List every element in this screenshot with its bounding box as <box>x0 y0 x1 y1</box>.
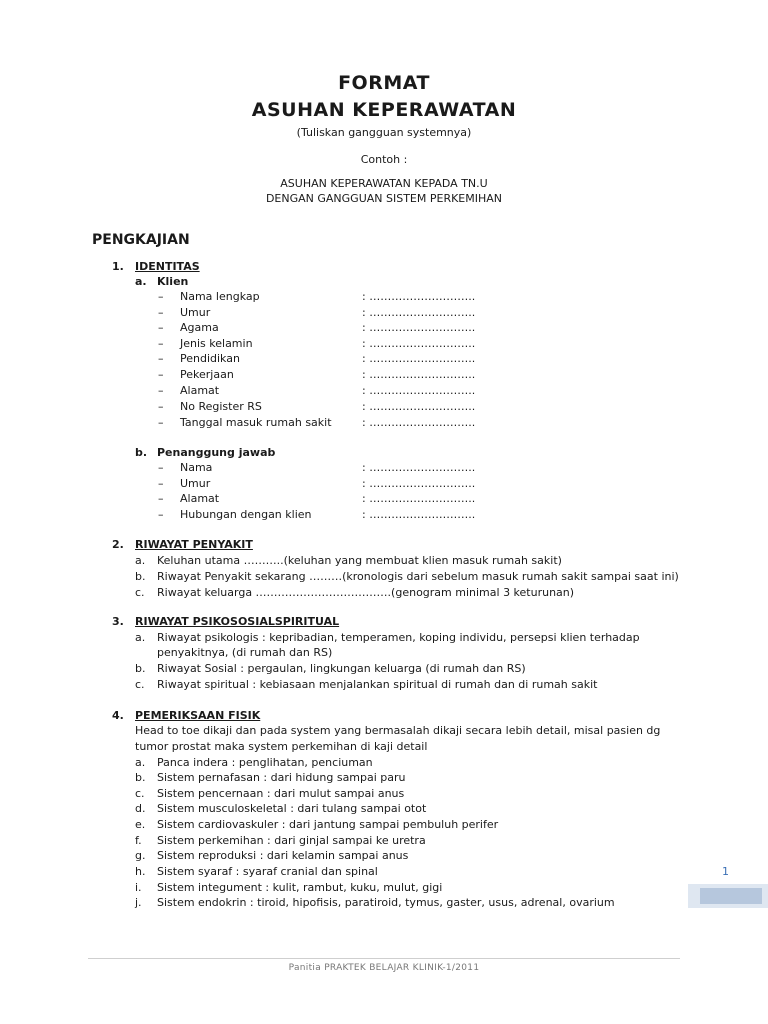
list-item-text: Riwayat Penyakit sekarang ………(kronologis dari sebelum masuk rumah sakit sampai saat ini) <box>157 570 679 583</box>
list-item-letter: c. <box>135 586 145 599</box>
field-dash: – <box>158 384 164 397</box>
field-label-no-register: No Register RS <box>180 400 262 413</box>
field-value-nama: : ……………………….. <box>362 461 476 474</box>
list-item-text: Panca indera : penglihatan, penciuman <box>157 756 373 769</box>
field-dash: – <box>158 352 164 365</box>
list-item-text: Sistem perkemihan : dari ginjal sampai ke uretra <box>157 834 426 847</box>
list-item-letter: e. <box>135 818 146 831</box>
list-item-text: Sistem pencernaan : dari mulut sampai anus <box>157 787 405 800</box>
subsection-title-penanggung: Penanggung jawab <box>157 446 276 459</box>
list-item-letter: f. <box>135 834 142 847</box>
section-heading-pengkajian: PENGKAJIAN <box>92 232 190 248</box>
list-item-text: Sistem reproduksi : dari kelamin sampai anus <box>157 849 409 862</box>
section-title-riwayat-psiko: RIWAYAT PSIKOSOSIALSPIRITUAL <box>135 615 340 628</box>
field-value-nama-lengkap: : ……………………….. <box>362 290 476 303</box>
field-value-no-register: : ……………………….. <box>362 400 476 413</box>
list-item-text: Riwayat keluarga ……………………………….(genogram minimal 3 keturunan) <box>157 586 575 599</box>
subsection-letter-klien: a. <box>135 275 147 288</box>
section-number-riwayat-penyakit: 2. <box>112 538 124 551</box>
list-item-text: Keluhan utama ………..(keluhan yang membuat klien masuk rumah sakit) <box>157 554 562 567</box>
list-item-letter: d. <box>135 802 146 815</box>
field-dash: – <box>158 508 164 521</box>
list-item-text: Sistem integument : kulit, rambut, kuku, mulut, gigi <box>157 881 443 894</box>
field-dash: – <box>158 368 164 381</box>
field-label-alamat: Alamat <box>180 384 220 397</box>
subsection-title-klien: Klien <box>157 275 189 288</box>
field-label-nama-lengkap: Nama lengkap <box>180 290 260 303</box>
field-label-hubungan: Hubungan dengan klien <box>180 508 312 521</box>
field-label-umur: Umur <box>180 477 211 490</box>
example-label: Contoh : <box>360 153 408 166</box>
field-value-alamat: : ……………………….. <box>362 492 476 505</box>
field-value-pekerjaan: : ……………………….. <box>362 368 476 381</box>
list-item-text: Sistem musculoskeletal : dari tulang sampai otot <box>157 802 427 815</box>
field-value-tanggal-masuk: : ……………………….. <box>362 416 476 429</box>
list-item-letter: i. <box>135 881 142 894</box>
document-subtitle: (Tuliskan gangguan systemnya) <box>296 126 472 139</box>
field-label-jenis-kelamin: Jenis kelamin <box>180 337 253 350</box>
field-value-pendidikan: : ……………………….. <box>362 352 476 365</box>
list-item-letter: h. <box>135 865 146 878</box>
list-item-letter: b. <box>135 570 146 583</box>
section-title-riwayat-penyakit: RIWAYAT PENYAKIT <box>135 538 253 551</box>
list-item-text: Sistem endokrin : tiroid, hipofisis, paratiroid, tymus, gaster, usus, adrenal, ovarium <box>157 896 615 909</box>
section-number-identitas: 1. <box>112 260 124 273</box>
page-number: 1 <box>722 865 729 878</box>
list-item-letter: a. <box>135 756 146 769</box>
section-intro-line1: Head to toe dikaji dan pada system yang bermasalah dikaji secara lebih detail, misal pasien dg <box>135 724 661 737</box>
list-item-letter: c. <box>135 678 145 691</box>
field-value-umur: : ……………………….. <box>362 306 476 319</box>
field-value-umur: : ……………………….. <box>362 477 476 490</box>
subsection-letter-penanggung: b. <box>135 446 148 459</box>
field-label-pekerjaan: Pekerjaan <box>180 368 234 381</box>
list-item-letter: a. <box>135 554 146 567</box>
section-number-pemeriksaan: 4. <box>112 709 124 722</box>
field-label-alamat: Alamat <box>180 492 220 505</box>
field-value-agama: : ……………………….. <box>362 321 476 334</box>
field-dash: – <box>158 461 164 474</box>
section-intro-line2: tumor prostat maka system perkemihan di kaji detail <box>135 740 428 753</box>
field-dash: – <box>158 321 164 334</box>
field-dash: – <box>158 416 164 429</box>
document-title-line1: FORMAT <box>338 72 430 94</box>
list-item-text: Sistem pernafasan : dari hidung sampai paru <box>157 771 406 784</box>
field-dash: – <box>158 337 164 350</box>
section-number-riwayat-psiko: 3. <box>112 615 124 628</box>
example-line2: DENGAN GANGGUAN SISTEM PERKEMIHAN <box>265 192 503 205</box>
field-label-umur: Umur <box>180 306 211 319</box>
field-label-pendidikan: Pendidikan <box>180 352 240 365</box>
field-value-alamat: : ……………………….. <box>362 384 476 397</box>
field-dash: – <box>158 400 164 413</box>
list-item-letter: j. <box>135 896 142 909</box>
list-item-letter: b. <box>135 771 146 784</box>
field-value-jenis-kelamin: : ……………………….. <box>362 337 476 350</box>
list-item-letter: a. <box>135 631 146 644</box>
list-item-text: Riwayat spiritual : kebiasaan menjalankan spiritual di rumah dan di rumah sakit <box>157 678 598 691</box>
document-title-line2: ASUHAN KEPERAWATAN <box>251 99 517 121</box>
list-item-letter: g. <box>135 849 146 862</box>
list-item-text: Sistem cardiovaskuler : dari jantung sampai pembuluh perifer <box>157 818 499 831</box>
list-item-text: Riwayat psikologis : kepribadian, temperamen, koping individu, persepsi klien terhadap <box>157 631 640 644</box>
field-dash: – <box>158 290 164 303</box>
section-title-identitas: IDENTITAS <box>135 260 200 273</box>
page-tab-decoration-inner <box>700 888 762 904</box>
footer-text: Panitia PRAKTEK BELAJAR KLINIK-1/2011 <box>288 963 480 973</box>
list-item-text-continuation: penyakitnya, (di rumah dan RS) <box>157 646 333 659</box>
list-item-text: Sistem syaraf : syaraf cranial dan spinal <box>157 865 378 878</box>
field-dash: – <box>158 492 164 505</box>
list-item-text: Riwayat Sosial : pergaulan, lingkungan keluarga (di rumah dan RS) <box>157 662 526 675</box>
field-label-nama: Nama <box>180 461 213 474</box>
field-dash: – <box>158 477 164 490</box>
footer-divider <box>88 958 680 959</box>
example-line1: ASUHAN KEPERAWATAN KEPADA TN.U <box>280 177 488 190</box>
list-item-letter: b. <box>135 662 146 675</box>
field-value-hubungan: : ……………………….. <box>362 508 476 521</box>
field-label-tanggal-masuk: Tanggal masuk rumah sakit <box>180 416 332 429</box>
field-label-agama: Agama <box>180 321 219 334</box>
list-item-letter: c. <box>135 787 145 800</box>
section-title-pemeriksaan: PEMERIKSAAN FISIK <box>135 709 261 722</box>
field-dash: – <box>158 306 164 319</box>
